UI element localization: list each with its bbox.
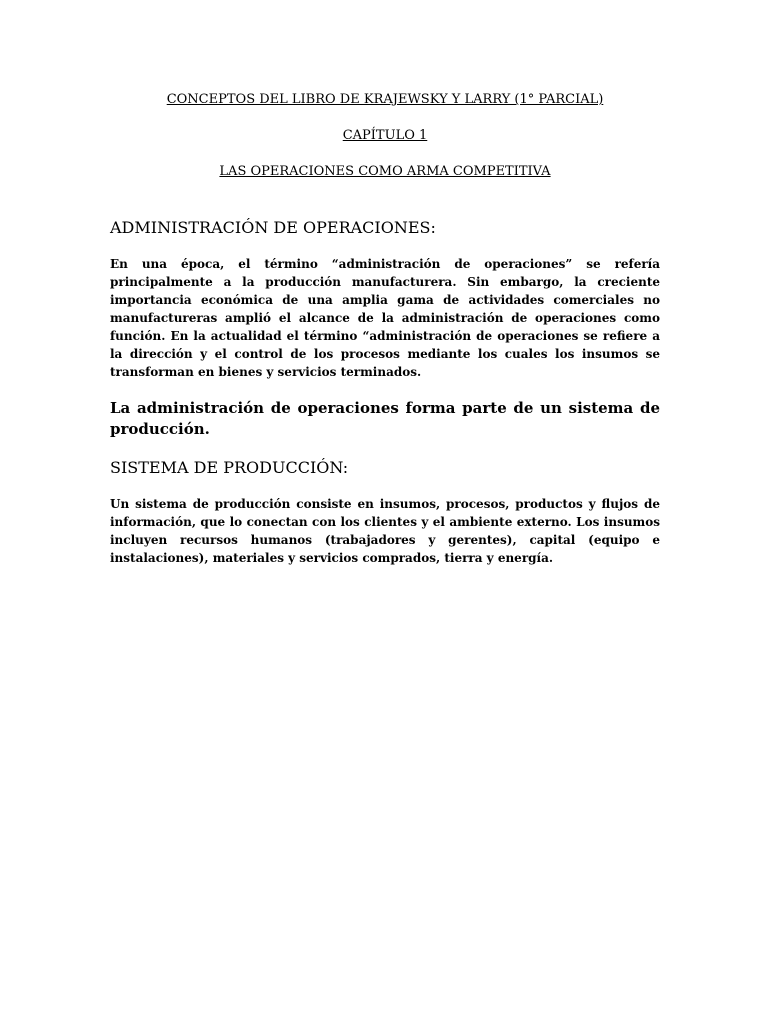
paragraph-administracion: En una época, el término “administración de operaciones” se refería principalmente a la producción manufacturera. Sin embargo, la creciente importancia económica de una amplia gama de actividades comerciales no manufactureras amplió el alcance de la administración de operaciones como función. En la actualidad el término “administración de operaciones se refiere a la dirección y el control de los procesos mediante los cuales los insumos se transforman en bienes y servicios terminados.	[110, 257, 660, 379]
chapter-title: LAS OPERACIONES COMO ARMA COMPETITIVA	[219, 164, 551, 179]
chapter-heading: CAPÍTULO 1	[342, 128, 428, 143]
lead-statement: La administración de operaciones forma parte de un sistema de producción.	[110, 399, 660, 438]
section-title-administracion: ADMINISTRACIÓN DE OPERACIONES:	[110, 218, 436, 237]
document-title: CONCEPTOS DEL LIBRO DE KRAJEWSKY Y LARRY (1° PARCIAL)	[166, 92, 604, 107]
paragraph-sistema: Un sistema de producción consiste en insumos, procesos, productos y flujos de información, que lo conectan con los clientes y el ambiente externo. Los insumos incluyen recursos humanos (trabajadores y gerentes), capital (equipo e instalaciones), materiales y servicios comprados, tierra y energía.	[110, 497, 660, 565]
section-title-sistema: SISTEMA DE PRODUCCIÓN:	[110, 458, 349, 477]
